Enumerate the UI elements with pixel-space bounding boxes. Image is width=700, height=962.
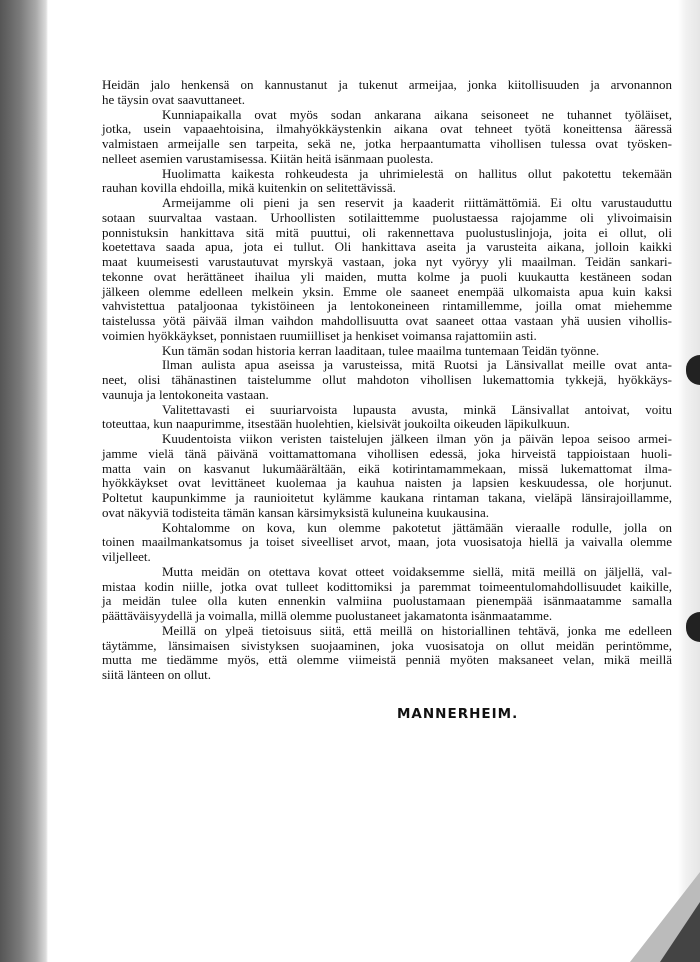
text-line: nelleet asemien varustamisessa. Kiitän heitä isänmaan puolesta. (102, 150, 434, 166)
text-line: Kun tämän sodan historia kerran laaditaan, tulee maailma tuntemaan Teidän työnne. (162, 342, 600, 358)
page-corner-shadow (660, 902, 700, 962)
signature: MANNERHEIM. (397, 706, 519, 722)
text-line: valmistaen armeijalle sen tarpeita, sekä ne, jotka herpaantumatta vihollisen tulessa ovat työsken- (102, 136, 672, 151)
paragraph (102, 624, 672, 683)
text-line: Ilman aulista apua aseissa ja varusteissa, mitä Ruotsi ja Länsivallat meille ovat anta- (162, 357, 672, 373)
text-line: Meillä on ylpeä tietoisuus siitä, että meillä on historiallinen tehtävä, jonka me edelleen (162, 622, 672, 638)
text-line: päättäväisyydellä ja voimalla, millä olemme puolustaneet jakamatonta isänmaatamme. (102, 608, 553, 623)
text-line: Poltetut kaupunkimme ja raunioitetut kylämme kaukana rintaman takana, vieläpä länsirajoillamme, (102, 490, 672, 505)
text-line: Heidän jalo henkensä on kannustanut ja tukenut armeijaa, jonka kiitollisuuden ja arvonannon (102, 77, 672, 92)
text-line: taistelussa yötä päivää ilman vaihdon mahdollisuutta ovat saaneet ottaa vastaan yhä uusien vihollis- (102, 313, 672, 328)
scan-left-edge (0, 0, 48, 962)
text-line: ponnistuksin hankittava sitä mitä puuttui, oli rakennettava puolustuslinjoja, joita ei ollut, oli (102, 224, 672, 240)
paragraph (102, 432, 672, 521)
text-line: ovat näkyviä todisteita tämän kansan kärsimyksistä kuluneina kuukausina. (102, 504, 490, 520)
text-line: mistaa kodin niille, jotka ovat tulleet kodittomiksi ja paremmat toimeentulomahdollisuudet kaikille, (102, 578, 672, 594)
paragraph (102, 344, 672, 359)
text-line: matta vain on kasvanut lukumäärältään, eikä kotirintamammekaan, missä lukemattomat ilma- (102, 460, 672, 476)
text-line: tekonne ovat herättäneet ihailua yli maiden, mutta kolme ja puoli kuukautta kestäneen sodan (102, 268, 672, 284)
paragraph (102, 565, 672, 624)
text-line: hyökkäykset ovat levittäneet kuolemaa ja kauhua naisten ja lapsien keskuudessa, ole horjunut. (102, 475, 672, 491)
paragraph (102, 403, 672, 433)
text-line: Valitettavasti ei suuriarvoista lupausta avusta, minkä Länsivallat antoivat, voitu (162, 401, 672, 417)
letter-body (102, 78, 672, 683)
text-line: toteuttaa, kun naapurimme, itsestään huolehtien, kielsivät joukoilta oikeuden läpikulkuun. (102, 416, 570, 432)
text-line: viljelleet. (102, 549, 151, 564)
paragraph (102, 167, 672, 197)
text-line: täytämme, länsimaisen sivistyksen suojaaminen, joka vuosisatoja on ollut meidän perintömme, (102, 637, 672, 653)
scan-right-edge (678, 0, 700, 962)
text-line: jälkeen olemme edelleen melkein yksin. Emme ole saaneet enempää ulkomaista apua kuin kaksi (102, 283, 672, 299)
text-line: rauhan kovilla ehdoilla, mikä kuitenkin on selitettävissä. (102, 180, 396, 196)
text-line: Kuudentoista viikon veristen taistelujen jälkeen ilman yön ja päivän lepoa seisoo armei- (162, 431, 672, 446)
paragraph (102, 521, 672, 565)
text-line: jamme vielä tänä päivänä voittamattomana vihollisen edessä, joka hirveistä tappioistaan huoli- (102, 445, 672, 461)
text-line: Huolimatta kaikesta rohkeudesta ja uhrimielestä on hallitus ollut pakotettu tekemään (162, 165, 672, 181)
paragraph (102, 358, 672, 402)
text-line: Kohtalomme on kova, kun olemme pakotetut jättämään vieraalle rodulle, jolla on (162, 519, 672, 535)
text-line: he täysin ovat saavuttaneet. (102, 91, 245, 107)
text-line: mutta me tiedämme myös, että olemme viimeistä penniä myöten maksaneet velan, mikä meillä (102, 652, 672, 668)
text-line: Mutta meidän on otettava kovat otteet voidaksemme siellä, mitä meillä on jäljellä, val- (162, 563, 672, 579)
text-line: sotaan suurvaltaa vastaan. Urhoollisten sotilaittemme puolustaessa rajojamme oli ylivoimaisin (102, 209, 672, 225)
paragraph (102, 108, 672, 167)
text-line: vahvistettua pataljoonaa tykistöineen ja lentokoneineen rintamillemme, joilla omat miehemme (102, 298, 672, 314)
paragraph (102, 78, 672, 108)
text-line: ja meidän tulee olla kuten ennenkin valmiina puolustamaan pienempää isänmaatamme samalla (102, 593, 672, 609)
text-line: vaunuja ja lentokoneita vastaan. (102, 386, 269, 402)
text-line: neet, olisi tähänastinen taistelumme ollut mahdoton vihollisen lukemattomia tykkejä, hyökkäys- (102, 372, 672, 387)
text-line: voimien hyökkäykset, ponnistaen ruumiilliset ja henkiset voimansa rajattomiin asti. (102, 327, 537, 343)
paragraph (102, 196, 672, 344)
text-line: Kunniapaikalla ovat myös sodan ankarana aikana seisoneet ne tuhannet työläiset, (162, 106, 672, 122)
text-line: maat kuumeisesti varustautuvat myrskyä vastaan, joka nyt vyöryy yli maailman. Teidän sankari- (102, 254, 672, 269)
text-line: siitä länteen on ollut. (102, 667, 212, 682)
text-line: jotka, usein vapaaehtoisina, ilmahyökkäystenkin aikana ovat tehneet työtä koneittensa ääressä (102, 121, 672, 137)
text-line: Armeijamme oli pieni ja sen reservit ja kaaderit riittämättömiä. Ei oltu varustauduttu (162, 195, 672, 210)
text-line: koetettava saada apua, jota ei tullut. Oli hankittava aseita ja varusteita aikana, jolloin kaikki (102, 239, 672, 255)
text-line: toinen maailmankatsomus ja toiset siveelliset arvot, maan, jota vuosisatoja hiellä ja vaivalla olemme (102, 534, 672, 550)
